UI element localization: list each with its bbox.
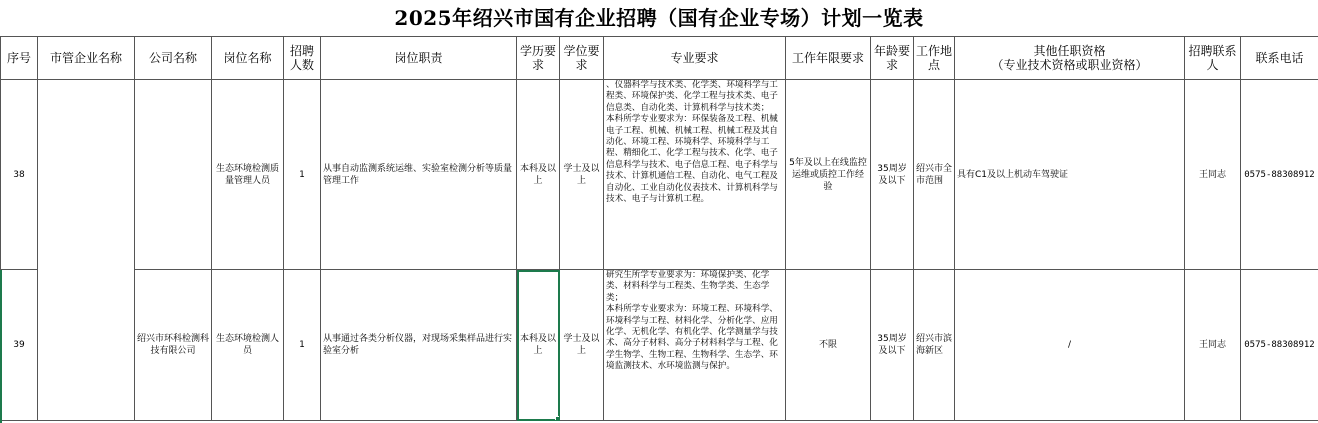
header-position[interactable]: 岗位名称 xyxy=(212,37,284,80)
cell-education-text: 本科及以上 xyxy=(519,334,556,356)
table-row xyxy=(1,80,1318,270)
cell-education[interactable]: 本科及以上 xyxy=(517,80,560,270)
cell-experience[interactable]: 5年及以上在线监控运维或质控工作经验 xyxy=(786,80,871,270)
header-education[interactable]: 学历要求 xyxy=(517,37,560,80)
cell-count[interactable]: 1 xyxy=(284,80,321,270)
header-phone[interactable]: 联系电话 xyxy=(1241,37,1318,80)
header-major[interactable]: 专业要求 xyxy=(604,37,786,80)
cell-education-selected[interactable] xyxy=(517,270,560,421)
header-count[interactable]: 招聘人数 xyxy=(284,37,321,80)
header-duty[interactable]: 岗位职责 xyxy=(321,37,517,80)
cell-contact[interactable]: 王同志 xyxy=(1185,80,1241,270)
recruitment-table xyxy=(0,36,1318,421)
cell-company[interactable]: 绍兴市环科检测科技有限公司 xyxy=(135,270,212,421)
table-row xyxy=(1,270,1318,421)
cell-count[interactable]: 1 xyxy=(284,270,321,421)
header-degree[interactable]: 学位要求 xyxy=(560,37,604,80)
cell-position[interactable]: 生态环境检测质量管理人员 xyxy=(212,80,284,270)
cell-duty[interactable]: 从事自动监测系统运维、实验室检测分析等质量管理工作 xyxy=(321,80,517,270)
row-selection-indicator xyxy=(0,270,2,423)
cell-major[interactable]: 研究生所学专业要求为：环境保护类、化学类、材料科学与工程类、生物学类、生态学类； 本科所学专业要求为：环境工程、环境科学、环境科学与工程、材料化学、分析化学、应用化学、无机化学、有机化学、化学测量学与技术、高分子材料、高分子材料科学与工程、化学生物学、生物工程、生物科学、生态学、环境监测技术、水环境监测与保护。 xyxy=(604,270,786,421)
cell-seq[interactable]: 38 xyxy=(1,80,38,270)
header-company[interactable]: 公司名称 xyxy=(135,37,212,80)
header-group[interactable]: 市管企业名称 xyxy=(38,37,135,80)
sheet-title: 2025年绍兴市国有企业招聘（国有企业专场）计划一览表 xyxy=(394,6,924,30)
cell-contact[interactable]: 王同志 xyxy=(1185,270,1241,421)
header-location[interactable]: 工作地点 xyxy=(914,37,955,80)
cell-age[interactable]: 35周岁及以下 xyxy=(871,270,914,421)
cell-group[interactable] xyxy=(38,80,135,421)
header-experience[interactable]: 工作年限要求 xyxy=(786,37,871,80)
cell-location[interactable]: 绍兴市滨海新区 xyxy=(914,270,955,421)
cell-seq[interactable]: 39 xyxy=(1,270,38,421)
cell-degree[interactable]: 学士及以上 xyxy=(560,270,604,421)
cell-position[interactable]: 生态环境检测人员 xyxy=(212,270,284,421)
fill-handle[interactable] xyxy=(555,416,560,421)
cell-duty[interactable]: 从事通过各类分析仪器，对现场采集样品进行实验室分析 xyxy=(321,270,517,421)
cell-age[interactable]: 35周岁及以下 xyxy=(871,80,914,270)
cell-major[interactable]: 、仪器科学与技术类、化学类、环境科学与工程类、环境保护类、化学工程与技术类、电子信息类、自动化类、计算机科学与技术类； 本科所学专业要求为：环保装备及工程、机械电子工程、机械、机械工程、机械工程及其自动化、环境工程、环境科学、环境科学与工程、精细化工、化学工程与技术、化学、电子信息科学与技术、电子信息工程、电子科学与技术、计算机通信工程、自动化、电气工程及自动化、工业自动化仪表技术、计算机科学与技术、电子与计算机工程。 xyxy=(604,80,786,270)
cell-phone[interactable]: 0575-88308912 xyxy=(1241,270,1318,421)
header-row xyxy=(1,37,1318,80)
cell-experience[interactable]: 不限 xyxy=(786,270,871,421)
cell-location[interactable]: 绍兴市全市范围 xyxy=(914,80,955,270)
header-age[interactable]: 年龄要求 xyxy=(871,37,914,80)
cell-phone[interactable]: 0575-88308912 xyxy=(1241,80,1318,270)
cell-degree[interactable]: 学士及以上 xyxy=(560,80,604,270)
cell-other[interactable]: 具有C1及以上机动车驾驶证 xyxy=(955,80,1185,270)
header-seq[interactable]: 序号 xyxy=(1,37,38,80)
cell-company[interactable] xyxy=(135,80,212,270)
cell-other[interactable]: / xyxy=(955,270,1185,421)
header-other[interactable]: 其他任职资格 （专业技术资格或职业资格） xyxy=(955,37,1185,80)
header-contact[interactable]: 招聘联系人 xyxy=(1185,37,1241,80)
